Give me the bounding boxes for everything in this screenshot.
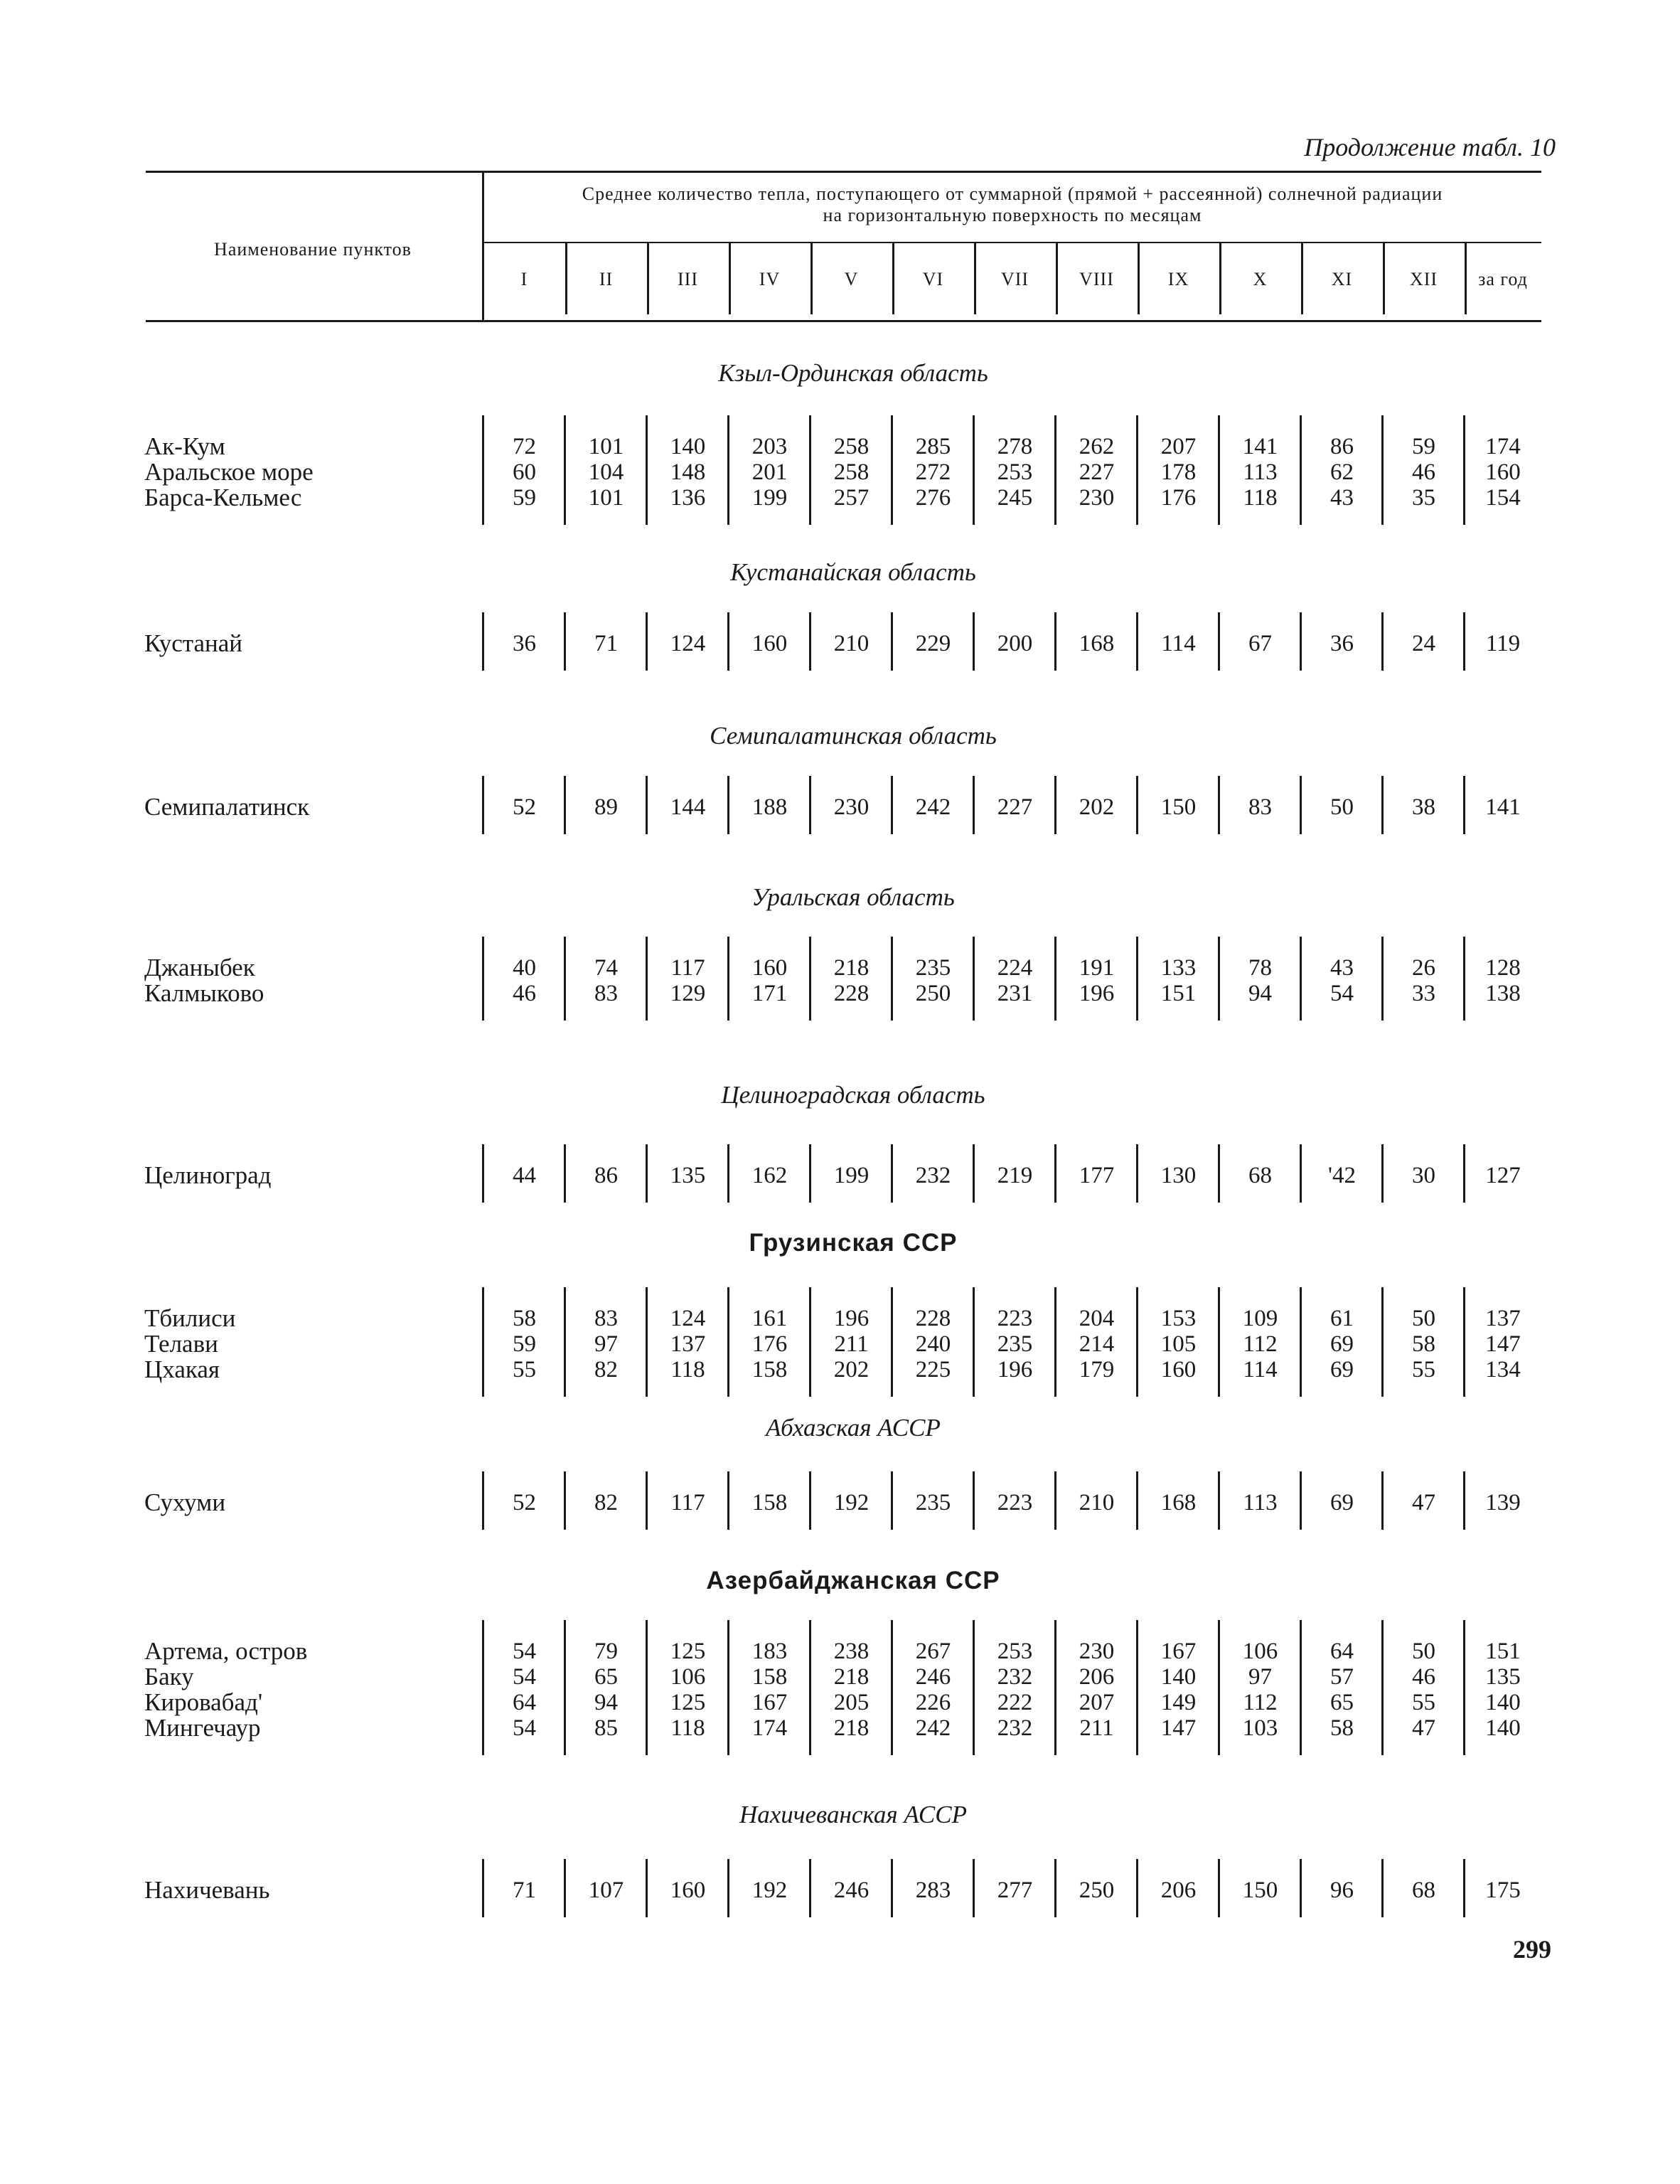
table-cell: 154: [1485, 485, 1521, 511]
table-cell: 232: [997, 1664, 1033, 1690]
station-name: Сухуми: [144, 1488, 226, 1516]
table-cell: 50: [1330, 794, 1354, 820]
column-header-7: VII: [1000, 269, 1029, 289]
table-cell: 94: [594, 1690, 618, 1715]
table-cell: 175: [1485, 1877, 1521, 1903]
section-title: Грузинская ССР: [749, 1229, 958, 1257]
table-cell: 158: [751, 1490, 788, 1516]
table-cell: 124: [670, 1306, 706, 1331]
table-cell: 52: [513, 794, 536, 820]
table-cell: 83: [1248, 794, 1272, 820]
table-cell: 161: [751, 1306, 788, 1331]
table-cell: 160: [670, 1877, 706, 1903]
station-name: Баку: [144, 1663, 194, 1690]
table-cell: 285: [915, 434, 951, 459]
table-cell: 129: [670, 981, 706, 1006]
table-cell: 35: [1412, 485, 1435, 511]
column-header-1: I: [520, 269, 528, 289]
table-cell: 46: [1412, 459, 1435, 485]
table-cell: 219: [997, 1163, 1033, 1188]
table-cell: 218: [833, 955, 870, 981]
table-cell: 250: [1079, 1877, 1115, 1903]
station-name: Мингечаур: [144, 1714, 261, 1742]
table-cell: 47: [1412, 1490, 1435, 1516]
table-cell: 188: [751, 794, 788, 820]
table-cell: 203: [751, 434, 788, 459]
table-cell: 253: [997, 459, 1033, 485]
section-title: Азербайджанская ССР: [706, 1567, 1000, 1594]
table-cell: 96: [1330, 1877, 1354, 1903]
table-cell: 65: [594, 1664, 618, 1690]
table-cell: 235: [997, 1331, 1033, 1357]
table-cell: 137: [670, 1331, 706, 1357]
table-cell: 218: [833, 1664, 870, 1690]
table-cell: 64: [513, 1690, 536, 1715]
table-cell: 138: [1485, 981, 1521, 1006]
table-cell: 246: [915, 1664, 951, 1690]
station-name: Семипалатинск: [144, 793, 310, 821]
table-cell: 177: [1079, 1163, 1115, 1188]
table-cell: 119: [1485, 631, 1521, 656]
table-cell: 57: [1330, 1664, 1354, 1690]
table-cell: 97: [594, 1331, 618, 1357]
table-cell: 112: [1243, 1690, 1278, 1715]
table-cell: 183: [751, 1639, 788, 1664]
table-cell: 229: [915, 631, 951, 656]
table-cell: 196: [1079, 981, 1115, 1006]
table-cell: 222: [997, 1690, 1033, 1715]
column-header-5: V: [844, 269, 859, 289]
table-cell: 69: [1330, 1357, 1354, 1383]
table-cell: 199: [833, 1163, 870, 1188]
section-title: Целиноградская область: [721, 1081, 985, 1109]
page-number: 299: [1513, 1935, 1551, 1964]
table-cell: 223: [997, 1490, 1033, 1516]
column-header-2: II: [599, 269, 614, 289]
table-cell: 86: [594, 1163, 618, 1188]
table-cell: 141: [1242, 434, 1278, 459]
table-cell: 278: [997, 434, 1033, 459]
header-column-divider: [1219, 243, 1221, 314]
table-cell: 33: [1412, 981, 1435, 1006]
table-cell: 118: [1243, 485, 1278, 511]
table-cell: 160: [1485, 459, 1521, 485]
table-cell: 201: [751, 459, 788, 485]
main-header-line-2: на горизонтальную поверхность по месяцам: [823, 205, 1202, 225]
section-title: Уральская область: [751, 883, 955, 911]
table-cell: 223: [997, 1306, 1033, 1331]
table-cell: 245: [997, 485, 1033, 511]
table-cell: 54: [513, 1639, 536, 1664]
section-title: Кустанайская область: [730, 558, 976, 586]
station-name: Кустанай: [144, 629, 243, 657]
table-cell: 235: [915, 955, 951, 981]
table-cell: 94: [1248, 981, 1272, 1006]
table-cell: 151: [1160, 981, 1197, 1006]
table-cell: 196: [997, 1357, 1033, 1383]
table-cell: 85: [594, 1715, 618, 1741]
station-name: Цхакая: [144, 1355, 220, 1383]
table-cell: 214: [1079, 1331, 1115, 1357]
table-cell: 158: [751, 1357, 788, 1383]
table-cell: 50: [1412, 1639, 1435, 1664]
table-cell: 59: [513, 485, 536, 511]
table-cell: 230: [1079, 1639, 1115, 1664]
header-column-divider: [892, 243, 894, 314]
table-cell: 230: [1079, 485, 1115, 511]
table-cell: 59: [1412, 434, 1435, 459]
table-cell: 105: [1160, 1331, 1197, 1357]
table-cell: 50: [1412, 1306, 1435, 1331]
table-cell: 30: [1412, 1163, 1435, 1188]
table-cell: 71: [513, 1877, 536, 1903]
table-cell: 140: [1485, 1715, 1521, 1741]
table-cell: 202: [1079, 794, 1115, 820]
table-cell: 176: [751, 1331, 788, 1357]
table-cell: 125: [670, 1639, 706, 1664]
section-title: Абхазская АССР: [766, 1414, 941, 1442]
table-cell: 62: [1330, 459, 1354, 485]
station-name: Целиноград: [144, 1161, 272, 1189]
table-cell: 210: [833, 631, 870, 656]
table-cell: 118: [670, 1715, 705, 1741]
table-cell: 171: [751, 981, 788, 1006]
table-cell: 205: [833, 1690, 870, 1715]
table-top-rule: [146, 171, 1541, 173]
table-cell: 36: [1330, 631, 1354, 656]
table-cell: 60: [513, 459, 536, 485]
table-cell: 83: [594, 981, 618, 1006]
table-cell: 228: [915, 1306, 951, 1331]
table-cell: 204: [1079, 1306, 1115, 1331]
column-header-11: XI: [1331, 269, 1353, 289]
table-cell: 149: [1160, 1690, 1197, 1715]
header-column-divider: [565, 243, 567, 314]
table-cell: 168: [1079, 631, 1115, 656]
table-cell: 167: [1160, 1639, 1197, 1664]
table-cell: '42: [1328, 1163, 1356, 1188]
table-cell: 258: [833, 434, 870, 459]
table-cell: 113: [1243, 1490, 1278, 1516]
table-cell: 69: [1330, 1331, 1354, 1357]
header-column-divider: [729, 243, 731, 314]
table-cell: 232: [997, 1715, 1033, 1741]
main-header-line-1: Среднее количество тепла, поступающего от суммарной (прямой + рассеянной) солнечной радиации: [582, 183, 1443, 204]
station-name: Аральское море: [144, 458, 314, 486]
station-name: Нахичевань: [144, 1876, 270, 1904]
table-cell: 167: [751, 1690, 788, 1715]
table-cell: 58: [1412, 1331, 1435, 1357]
table-cell: 283: [915, 1877, 951, 1903]
column-header-9: IX: [1167, 269, 1189, 289]
table-cell: 36: [513, 631, 536, 656]
table-cell: 65: [1330, 1690, 1354, 1715]
table-cell: 137: [1485, 1306, 1521, 1331]
station-name: Кировабад': [144, 1688, 263, 1716]
station-name: Калмыково: [144, 979, 264, 1007]
table-cell: 258: [833, 459, 870, 485]
table-cell: 144: [670, 794, 706, 820]
section-title: Семипалатинская область: [710, 722, 997, 750]
header-column-divider: [974, 243, 976, 314]
column-header-10: X: [1253, 269, 1268, 289]
section-title: Кзыл-Ординская область: [718, 359, 988, 387]
table-cell: 86: [1330, 434, 1354, 459]
table-cell: 225: [915, 1357, 951, 1383]
table-cell: 192: [833, 1490, 870, 1516]
table-cell: 147: [1160, 1715, 1197, 1741]
table-cell: 118: [670, 1357, 705, 1383]
table-cell: 136: [670, 485, 706, 511]
table-cell: 68: [1412, 1877, 1435, 1903]
table-cell: 106: [670, 1664, 706, 1690]
column-header-3: III: [678, 269, 698, 289]
header-column-divider: [1465, 243, 1467, 314]
table-cell: 79: [594, 1639, 618, 1664]
table-cell: 139: [1485, 1490, 1521, 1516]
table-cell: 227: [997, 794, 1033, 820]
table-cell: 117: [670, 1490, 705, 1516]
table-cell: 210: [1079, 1490, 1115, 1516]
table-cell: 253: [997, 1639, 1033, 1664]
table-cell: 207: [1079, 1690, 1115, 1715]
table-cell: 106: [1242, 1639, 1278, 1664]
table-cell: 52: [513, 1490, 536, 1516]
table-header-bottom-rule: [146, 320, 1541, 322]
table-cell: 227: [1079, 459, 1115, 485]
station-name: Барса-Кельмес: [144, 484, 302, 511]
table-cell: 141: [1485, 794, 1521, 820]
table-cell: 78: [1248, 955, 1272, 981]
table-cell: 160: [751, 955, 788, 981]
header-column-divider: [1138, 243, 1140, 314]
table-cell: 24: [1412, 631, 1435, 656]
header-column-divider: [647, 243, 649, 314]
table-cell: 69: [1330, 1490, 1354, 1516]
table-cell: 74: [594, 955, 618, 981]
table-cell: 224: [997, 955, 1033, 981]
table-cell: 43: [1330, 955, 1354, 981]
table-cell: 54: [513, 1715, 536, 1741]
table-cell: 68: [1248, 1163, 1272, 1188]
table-cell: 112: [1243, 1331, 1278, 1357]
station-name: Ак-Кум: [144, 432, 225, 460]
table-cell: 82: [594, 1357, 618, 1383]
table-cell: 202: [833, 1357, 870, 1383]
column-header-6: VI: [922, 269, 944, 289]
header-column-divider: [1056, 243, 1058, 314]
table-cell: 150: [1242, 1877, 1278, 1903]
table-cell: 43: [1330, 485, 1354, 511]
table-cell: 191: [1079, 955, 1115, 981]
table-cell: 40: [513, 955, 536, 981]
table-cell: 82: [594, 1490, 618, 1516]
table-cell: 134: [1485, 1357, 1521, 1383]
header-divider: [482, 173, 484, 320]
table-cell: 38: [1412, 794, 1435, 820]
table-cell: 67: [1248, 631, 1272, 656]
table-cell: 130: [1160, 1163, 1197, 1188]
table-cell: 218: [833, 1715, 870, 1741]
table-cell: 54: [1330, 981, 1354, 1006]
table-cell: 200: [997, 631, 1033, 656]
table-cell: 55: [513, 1357, 536, 1383]
column-header-12: XII: [1409, 269, 1438, 289]
table-cell: 135: [1485, 1664, 1521, 1690]
table-cell: 55: [1412, 1690, 1435, 1715]
table-cell: 83: [594, 1306, 618, 1331]
table-cell: 113: [1243, 459, 1278, 485]
table-cell: 55: [1412, 1357, 1435, 1383]
table-cell: 151: [1485, 1639, 1521, 1664]
table-cell: 192: [751, 1877, 788, 1903]
table-cell: 47: [1412, 1715, 1435, 1741]
table-cell: 44: [513, 1163, 536, 1188]
table-cell: 160: [1160, 1357, 1197, 1383]
table-cell: 54: [513, 1664, 536, 1690]
continuation-title: Продолжение табл. 10: [1304, 133, 1556, 161]
table-cell: 176: [1160, 485, 1197, 511]
table-cell: 232: [915, 1163, 951, 1188]
table-cell: 125: [670, 1690, 706, 1715]
column-header-4: IV: [759, 269, 781, 289]
table-cell: 231: [997, 981, 1033, 1006]
table-cell: 276: [915, 485, 951, 511]
table-cell: 277: [997, 1877, 1033, 1903]
table-cell: 238: [833, 1639, 870, 1664]
column-header-13: за год: [1478, 269, 1528, 289]
table-cell: 211: [834, 1331, 869, 1357]
table-cell: 257: [833, 485, 870, 511]
table-cell: 230: [833, 794, 870, 820]
station-name: Тбилиси: [144, 1304, 236, 1332]
table-cell: 59: [513, 1331, 536, 1357]
header-column-divider: [810, 243, 813, 314]
table-cell: 61: [1330, 1306, 1354, 1331]
table-cell: 71: [594, 631, 618, 656]
table-cell: 178: [1160, 459, 1197, 485]
table-cell: 58: [513, 1306, 536, 1331]
table-cell: 242: [915, 794, 951, 820]
table-cell: 128: [1485, 955, 1521, 981]
table-cell: 174: [751, 1715, 788, 1741]
table-cell: 160: [751, 631, 788, 656]
table-cell: 26: [1412, 955, 1435, 981]
table-cell: 58: [1330, 1715, 1354, 1741]
table-cell: 101: [588, 485, 624, 511]
table-cell: 235: [915, 1490, 951, 1516]
main-column-header: [483, 183, 1541, 226]
station-name: Джаныбек: [144, 954, 255, 981]
table-cell: 196: [833, 1306, 870, 1331]
table-cell: 250: [915, 981, 951, 1006]
table-cell: 206: [1160, 1877, 1197, 1903]
table-cell: 97: [1248, 1664, 1272, 1690]
table-cell: 207: [1160, 434, 1197, 459]
table-cell: 228: [833, 981, 870, 1006]
header-column-divider: [1301, 243, 1303, 314]
table-cell: 104: [588, 459, 624, 485]
table-cell: 267: [915, 1639, 951, 1664]
column-header-8: VIII: [1079, 269, 1114, 289]
table-cell: 140: [1160, 1664, 1197, 1690]
table-cell: 117: [670, 955, 705, 981]
table-cell: 262: [1079, 434, 1115, 459]
table-cell: 103: [1242, 1715, 1278, 1741]
header-column-divider: [1383, 243, 1385, 314]
table-cell: 153: [1160, 1306, 1197, 1331]
table-cell: 140: [1485, 1690, 1521, 1715]
table-cell: 246: [833, 1877, 870, 1903]
table-cell: 168: [1160, 1490, 1197, 1516]
table-cell: 109: [1242, 1306, 1278, 1331]
table-cell: 174: [1485, 434, 1521, 459]
table-cell: 162: [751, 1163, 788, 1188]
table-cell: 107: [588, 1877, 624, 1903]
table-cell: 158: [751, 1664, 788, 1690]
table-cell: 135: [670, 1163, 706, 1188]
station-name: Телави: [144, 1330, 218, 1358]
table-cell: 127: [1485, 1163, 1521, 1188]
name-column-header: Наименование пунктов: [214, 239, 412, 260]
table-cell: 240: [915, 1331, 951, 1357]
table-cell: 72: [513, 434, 536, 459]
table-cell: 206: [1079, 1664, 1115, 1690]
table-cell: 226: [915, 1690, 951, 1715]
table-cell: 242: [915, 1715, 951, 1741]
table-cell: 101: [588, 434, 624, 459]
table-cell: 272: [915, 459, 951, 485]
station-name: Артема, остров: [144, 1637, 308, 1665]
table-cell: 133: [1160, 955, 1197, 981]
table-cell: 46: [513, 981, 536, 1006]
table-cell: 148: [670, 459, 706, 485]
table-cell: 179: [1079, 1357, 1115, 1383]
table-cell: 140: [670, 434, 706, 459]
table-cell: 211: [1079, 1715, 1114, 1741]
table-cell: 114: [1243, 1357, 1278, 1383]
table-cell: 147: [1485, 1331, 1521, 1357]
section-title: Нахичеванская АССР: [739, 1801, 967, 1828]
table-cell: 114: [1161, 631, 1196, 656]
table-cell: 89: [594, 794, 618, 820]
table-cell: 150: [1160, 794, 1197, 820]
table-cell: 199: [751, 485, 788, 511]
table-cell: 64: [1330, 1639, 1354, 1664]
table-cell: 124: [670, 631, 706, 656]
table-cell: 46: [1412, 1664, 1435, 1690]
